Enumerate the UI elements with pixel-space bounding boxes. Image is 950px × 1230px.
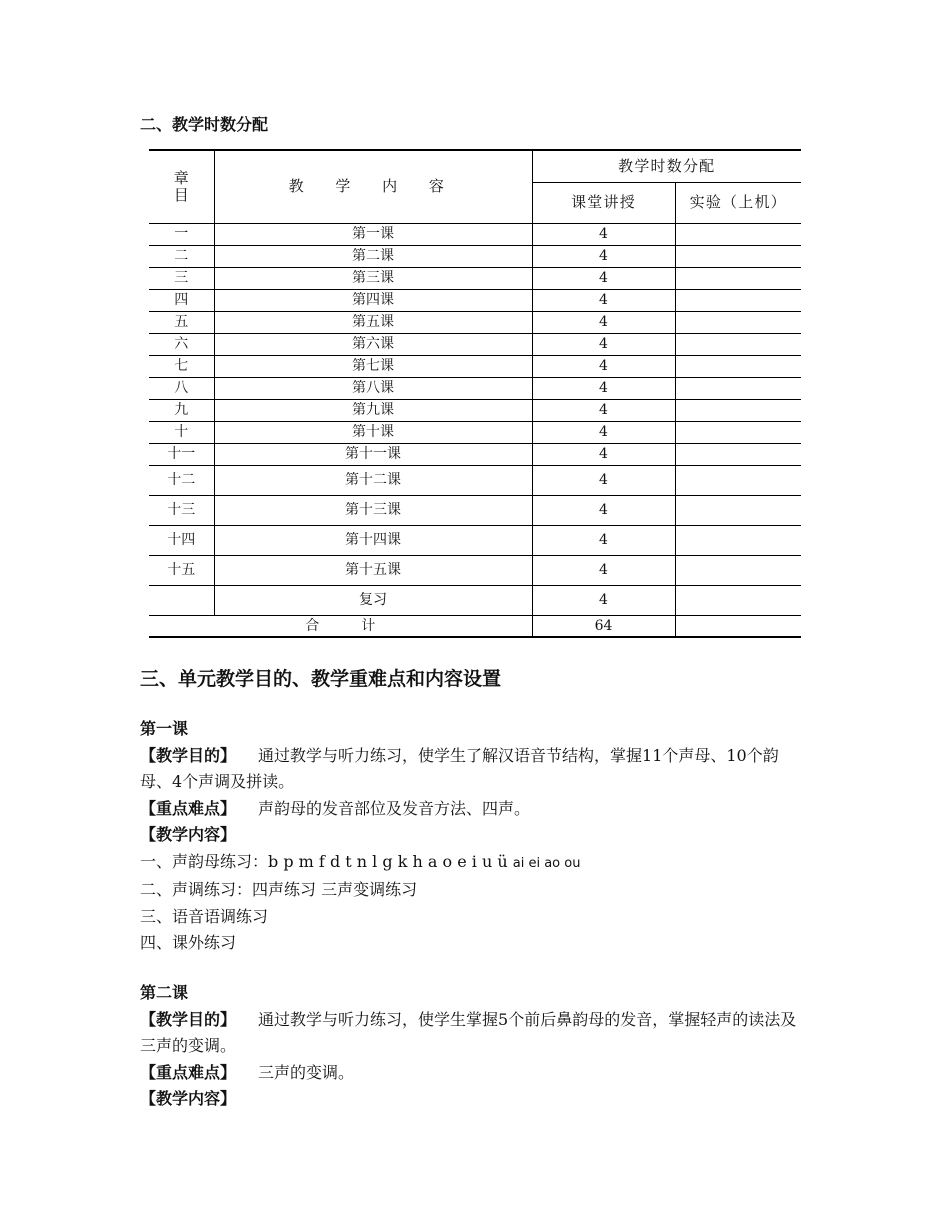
header-lab: 实验（上机） bbox=[675, 182, 801, 223]
cell-chapter: 八 bbox=[149, 377, 214, 399]
cell-lab bbox=[675, 399, 801, 421]
cell-content: 第九课 bbox=[214, 399, 532, 421]
lesson-2-content-label: 【教学内容】 bbox=[140, 1089, 237, 1108]
lesson-1-item-1: 一、声韵母练习：b p m f d t n l g k h a o e i u ü ai ei ao ou bbox=[140, 851, 581, 871]
cell-chapter: 十四 bbox=[149, 525, 214, 555]
cell-content: 第十五课 bbox=[214, 555, 532, 585]
table-row bbox=[149, 289, 801, 311]
cell-total_lab bbox=[675, 615, 801, 637]
table-row bbox=[149, 525, 801, 555]
cell-content: 第四课 bbox=[214, 289, 532, 311]
lesson-1-content-label: 【教学内容】 bbox=[140, 825, 237, 844]
cell-content: 第十四课 bbox=[214, 525, 532, 555]
table-row bbox=[149, 465, 801, 495]
cell-chapter: 三 bbox=[149, 267, 214, 289]
cell-chapter: 二 bbox=[149, 245, 214, 267]
section-2-title: 二、教学时数分配 bbox=[140, 115, 269, 134]
cell-lecture: 4 bbox=[532, 495, 675, 525]
cell-total_lecture: 64 bbox=[532, 615, 675, 637]
cell-lecture: 4 bbox=[532, 289, 675, 311]
cell-lab bbox=[675, 377, 801, 399]
cell-lecture: 4 bbox=[532, 245, 675, 267]
cell-chapter: 十三 bbox=[149, 495, 214, 525]
cell-lecture: 4 bbox=[532, 421, 675, 443]
cell-lab bbox=[675, 555, 801, 585]
cell-lab bbox=[675, 267, 801, 289]
lesson-1-goal: 【教学目的】 通过教学与听力练习，使学生了解汉语音节结构，掌握11个声母、10个韵母、4个声调及拼读。 bbox=[140, 745, 779, 791]
cell-lab bbox=[675, 311, 801, 333]
cell-lecture: 4 bbox=[532, 443, 675, 465]
cell-lab bbox=[675, 465, 801, 495]
cell-content: 第六课 bbox=[214, 333, 532, 355]
cell-lecture: 4 bbox=[532, 399, 675, 421]
cell-lecture: 4 bbox=[532, 267, 675, 289]
cell-lab bbox=[675, 333, 801, 355]
cell-lab bbox=[675, 289, 801, 311]
cell-total_label: 合 计 bbox=[149, 615, 532, 637]
header-content: 教 学 内 容 bbox=[214, 150, 532, 223]
cell-lecture: 4 bbox=[532, 555, 675, 585]
cell-lecture: 4 bbox=[532, 355, 675, 377]
lesson-2-block bbox=[140, 980, 805, 1113]
table-row bbox=[149, 245, 801, 267]
lesson-1-item-3: 三、语音语调练习 bbox=[140, 906, 269, 926]
lesson-2-title: 第二课 bbox=[140, 983, 189, 1002]
cell-lecture: 4 bbox=[532, 465, 675, 495]
table-row bbox=[149, 355, 801, 377]
cell-content: 第一课 bbox=[214, 223, 532, 245]
lesson-1-item-2: 二、声调练习：四声练习 三声变调练习 bbox=[140, 880, 418, 899]
cell-chapter: 十 bbox=[149, 421, 214, 443]
cell-content: 第十二课 bbox=[214, 465, 532, 495]
table-row bbox=[149, 585, 801, 615]
table-row bbox=[149, 267, 801, 289]
cell-content: 第八课 bbox=[214, 377, 532, 399]
table-row bbox=[149, 555, 801, 585]
cell-content: 第十一课 bbox=[214, 443, 532, 465]
cell-lecture: 4 bbox=[532, 223, 675, 245]
cell-lecture: 4 bbox=[532, 525, 675, 555]
cell-content: 第十课 bbox=[214, 421, 532, 443]
cell-content: 第三课 bbox=[214, 267, 532, 289]
cell-chapter: 一 bbox=[149, 223, 214, 245]
cell-chapter: 十五 bbox=[149, 555, 214, 585]
header-hours-group: 教学时数分配 bbox=[532, 150, 801, 182]
cell-content: 第二课 bbox=[214, 245, 532, 267]
table-row bbox=[149, 443, 801, 465]
cell-lecture: 4 bbox=[532, 377, 675, 399]
cell-lab bbox=[675, 245, 801, 267]
cell-lecture: 4 bbox=[532, 585, 675, 615]
cell-lab bbox=[675, 585, 801, 615]
lesson-2-goal: 【教学目的】 通过教学与听力练习，使学生掌握5个前后鼻韵母的发音，掌握轻声的读法及三声的变调。 bbox=[140, 1009, 797, 1055]
table-row bbox=[149, 333, 801, 355]
cell-lab bbox=[675, 525, 801, 555]
table-row bbox=[149, 399, 801, 421]
hours-allocation-table bbox=[149, 149, 801, 638]
cell-chapter: 六 bbox=[149, 333, 214, 355]
lesson-1-item-4: 四、课外练习 bbox=[140, 933, 237, 952]
cell-lecture: 4 bbox=[532, 311, 675, 333]
cell-chapter: 五 bbox=[149, 311, 214, 333]
cell-chapter: 十一 bbox=[149, 443, 214, 465]
cell-chapter: 九 bbox=[149, 399, 214, 421]
total-row bbox=[149, 615, 801, 637]
header-chapter: 章目 bbox=[149, 150, 214, 223]
cell-lab bbox=[675, 223, 801, 245]
cell-lab bbox=[675, 443, 801, 465]
table-row bbox=[149, 495, 801, 525]
section-3-title: 三、单元教学目的、教学重难点和内容设置 bbox=[140, 668, 502, 690]
lesson-2-focus: 【重点难点】 三声的变调。 bbox=[140, 1062, 355, 1082]
table-row bbox=[149, 311, 801, 333]
cell-lecture: 4 bbox=[532, 333, 675, 355]
header-lecture: 课堂讲授 bbox=[532, 182, 675, 223]
cell-chapter bbox=[149, 585, 214, 615]
cell-content: 复习 bbox=[214, 585, 532, 615]
cell-content: 第十三课 bbox=[214, 495, 532, 525]
cell-lab bbox=[675, 495, 801, 525]
table-row bbox=[149, 421, 801, 443]
lesson-1-focus: 【重点难点】 声韵母的发音部位及发音方法、四声。 bbox=[140, 798, 531, 818]
cell-chapter: 七 bbox=[149, 355, 214, 377]
cell-content: 第七课 bbox=[214, 355, 532, 377]
table-row bbox=[149, 223, 801, 245]
cell-lab bbox=[675, 355, 801, 377]
lesson-1-block bbox=[140, 716, 805, 957]
cell-chapter: 四 bbox=[149, 289, 214, 311]
lesson-1-title: 第一课 bbox=[140, 719, 189, 738]
cell-content: 第五课 bbox=[214, 311, 532, 333]
table-row bbox=[149, 377, 801, 399]
cell-chapter: 十二 bbox=[149, 465, 214, 495]
cell-lab bbox=[675, 421, 801, 443]
